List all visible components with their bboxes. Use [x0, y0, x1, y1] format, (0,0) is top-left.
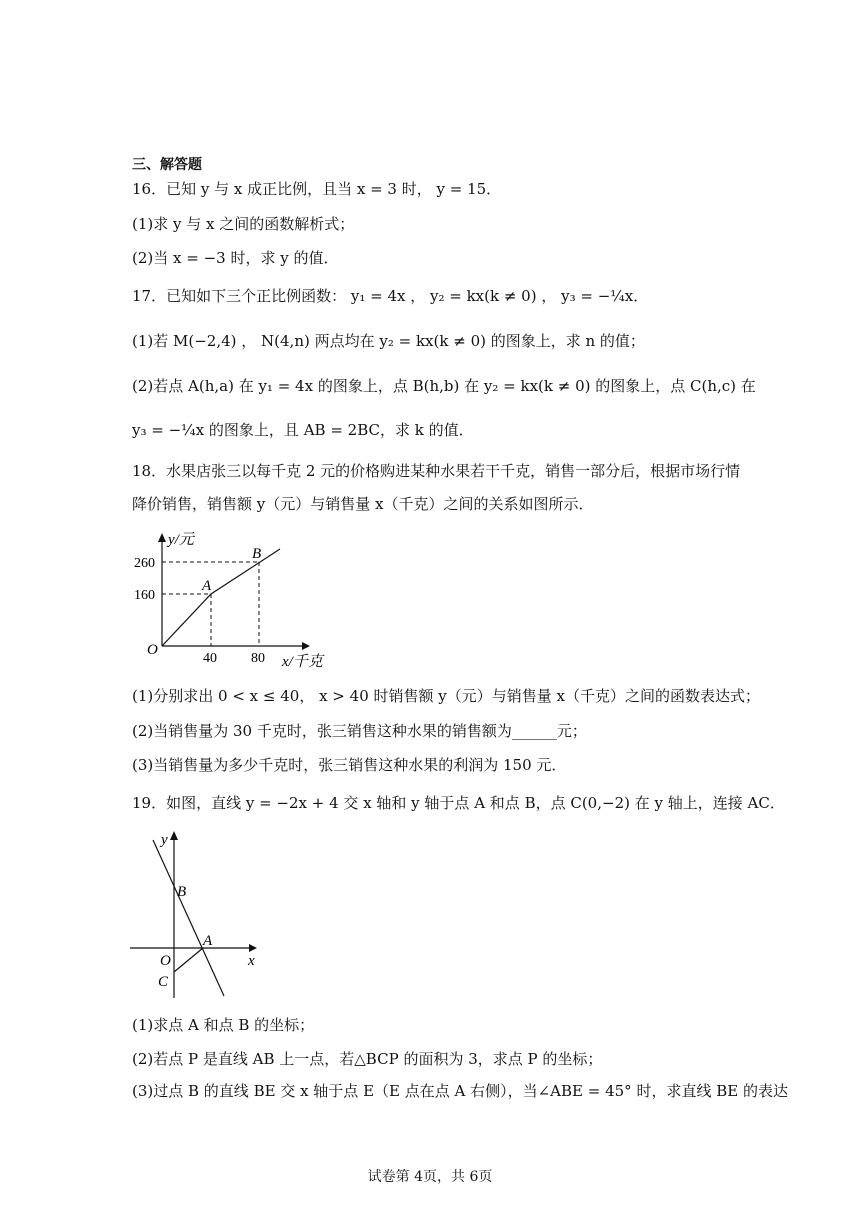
q18-y-tick-160: 160	[134, 588, 155, 603]
q19-x-axis-arrow	[249, 944, 257, 952]
q19-part3: (3)过点 B 的直线 BE 交 x 轴于点 E（E 点在点 A 右侧），当∠ABE = 45° 时，求直线 BE 的表达	[132, 1082, 788, 1100]
q19-line-graph	[125, 826, 275, 1006]
q19-x-axis-label: x	[248, 953, 255, 969]
q16-stem: 16．已知 y 与 x 成正比例，且当 x = 3 时， y = 15．	[132, 180, 502, 198]
q19-part2: (2)若点 P 是直线 AB 上一点，若△BCP 的面积为 3，求点 P 的坐标；	[132, 1050, 603, 1068]
q19-point-b-label: B	[177, 884, 187, 900]
q18-part1: (1)分别求出 0 < x ≤ 40， x > 40 时销售额 y（元）与销售量 x（千克）之间的函数表达式；	[132, 687, 760, 705]
q18-part3: (3)当销售量为多少千克时，张三销售这种水果的利润为 150 元．	[132, 756, 567, 774]
q18-origin-label: O	[147, 642, 158, 658]
q17-part2-line1: (2)若点 A(h,a) 在 y₁ = 4x 的图象上，点 B(h,b) 在 y₂ = kx(k ≠ 0) 的图象上，点 C(h,c) 在	[132, 377, 756, 395]
q19-line-ab	[153, 840, 224, 996]
q18-sales-graph	[130, 524, 340, 674]
q18-y-axis-arrow	[158, 533, 166, 542]
q18-y-axis-label: y/元	[168, 532, 194, 548]
q16-part2: (2)当 x = −3 时，求 y 的值．	[132, 249, 339, 267]
q18-stem-line1: 18．水果店张三以每千克 2 元的价格购进某种水果若干千克，销售一部分后，根据市场行情	[132, 462, 741, 480]
q18-part2: (2)当销售量为 30 千克时，张三销售这种水果的销售额为______元；	[132, 722, 587, 740]
q18-point-b-label: B	[252, 546, 262, 562]
q19-segment-ac	[174, 948, 203, 972]
q18-sales-line	[162, 549, 280, 646]
q19-point-a-label: A	[203, 933, 213, 949]
q17-stem: 17．已知如下三个正比例函数： y₁ = 4x ， y₂ = kx(k ≠ 0) ， y₃ = −¼x．	[132, 287, 649, 305]
q18-x-tick-40: 40	[203, 651, 217, 666]
q18-y-tick-260: 260	[134, 556, 155, 571]
q18-x-axis-arrow	[302, 642, 310, 650]
page-footer: 试卷第 4页，共 6页	[367, 1169, 493, 1185]
q19-y-axis-label: y	[161, 832, 168, 848]
q19-y-axis-arrow	[170, 831, 178, 840]
q18-stem-line2: 降价销售，销售额 y（元）与销售量 x（千克）之间的关系如图所示．	[132, 495, 594, 513]
q18-x-tick-80: 80	[251, 651, 265, 666]
q17-part1: (1)若 M(−2,4) ， N(4,n) 两点均在 y₂ = kx(k ≠ 0) 的图象上，求 n 的值；	[132, 332, 645, 350]
q18-point-a-label: A	[202, 578, 212, 594]
q19-point-c-label: C	[158, 974, 169, 990]
q17-part2-line2: y₃ = −¼x 的图象上，且 AB = 2BC，求 k 的值．	[132, 421, 474, 439]
section-heading: 三、解答题	[132, 157, 202, 173]
q16-part1: (1)求 y 与 x 之间的函数解析式；	[132, 215, 355, 233]
q18-x-axis-label: x/千克	[282, 654, 323, 670]
q19-part1: (1)求点 A 和点 B 的坐标；	[132, 1016, 315, 1034]
q19-stem: 19．如图，直线 y = −2x + 4 交 x 轴和 y 轴于点 A 和点 B，点 C(0,−2) 在 y 轴上，连接 AC．	[132, 794, 785, 812]
q19-origin-label: O	[160, 953, 171, 969]
